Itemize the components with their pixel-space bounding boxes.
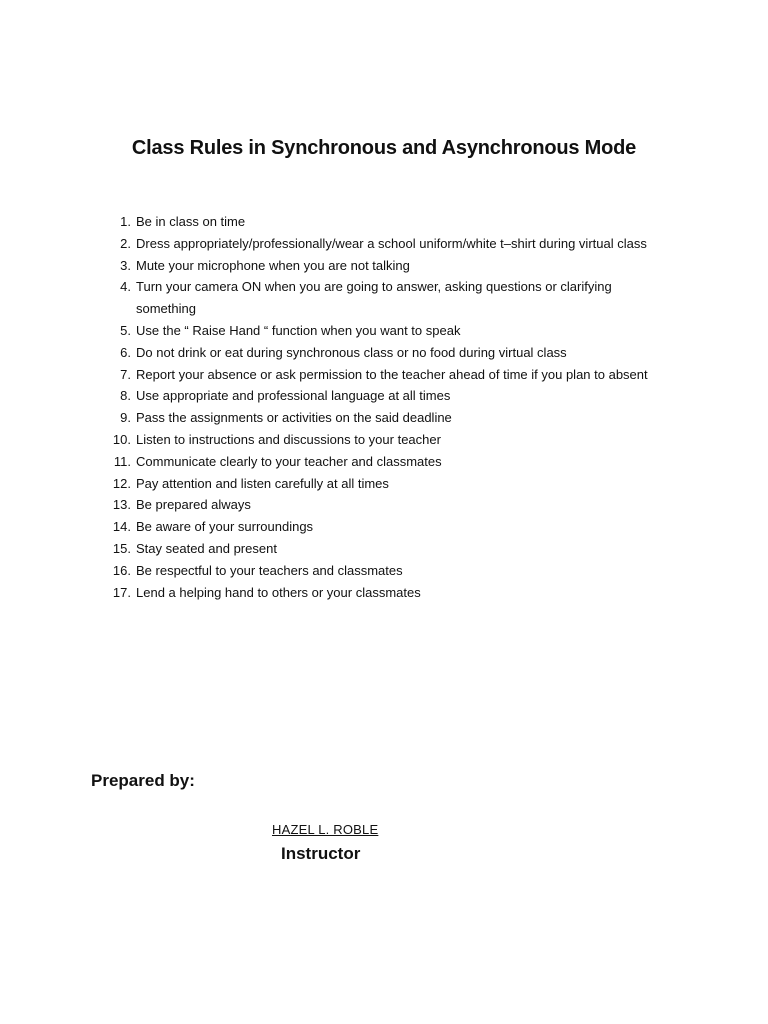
list-item (104, 233, 674, 255)
rule-text: Use the “ Raise Hand “ function when you want to speak (136, 322, 461, 338)
rule-number: 16. (112, 562, 131, 578)
rule-text: Pass the assignments or activities on the said deadline (136, 410, 452, 426)
rule-text: Be in class on time (136, 214, 246, 229)
rule-number: 11. (113, 453, 131, 469)
rule-number: 1. (120, 214, 131, 229)
rule-number: 2. (120, 235, 131, 251)
list-item (104, 516, 674, 538)
list-item (104, 451, 674, 473)
rule-text: Be prepared always (136, 497, 251, 513)
rule-number: 9. (120, 410, 131, 426)
rule-text: Turn your camera ON when you are going to answer, asking questions or clarifying something (136, 279, 612, 317)
list-item (104, 342, 674, 364)
list-item (104, 538, 674, 560)
signatory-name: HAZEL L. ROBLE (272, 822, 379, 837)
rule-number: 14. (112, 519, 131, 535)
rule-number: 5. (120, 322, 131, 338)
document-title: Class Rules in Synchronous and Asynchronous Mode (131, 137, 637, 159)
list-item (104, 429, 674, 451)
list-item (104, 582, 674, 604)
rule-number: 12. (112, 475, 131, 491)
signatory-role: Instructor (281, 844, 361, 863)
rule-text: Stay seated and present (136, 540, 277, 556)
list-item (104, 276, 674, 320)
list-item (104, 385, 674, 407)
list-item (104, 473, 674, 495)
rule-number: 17. (112, 584, 131, 600)
list-item (104, 320, 674, 342)
rule-number: 3. (120, 257, 131, 273)
rule-number: 13. (112, 497, 131, 513)
list-item (104, 494, 674, 516)
rule-number: 15. (112, 540, 131, 556)
rule-text: Do not drink or eat during synchronous class or no food during virtual class (136, 344, 567, 360)
rule-text: Lend a helping hand to others or your classmates (136, 584, 421, 600)
rule-number: 8. (120, 388, 131, 404)
rule-number: 4. (120, 279, 131, 295)
list-item (104, 364, 674, 386)
rule-text: Listen to instructions and discussions to your teacher (136, 431, 441, 447)
list-item (104, 211, 674, 233)
rule-text: Report your absence or ask permission to the teacher ahead of time if you plan to absent (136, 366, 648, 382)
rule-number: 6. (120, 344, 131, 360)
rules-list (104, 211, 674, 603)
rule-text: Be aware of your surroundings (136, 519, 314, 535)
rule-text: Be respectful to your teachers and classmates (136, 562, 403, 578)
rule-text: Mute your microphone when you are not talking (136, 257, 410, 273)
rule-number: 10. (112, 431, 131, 447)
list-item (104, 560, 674, 582)
rule-text: Pay attention and listen carefully at all times (136, 475, 389, 491)
prepared-by-label: Prepared by: (91, 771, 195, 790)
list-item (104, 255, 674, 277)
rule-text: Communicate clearly to your teacher and classmates (136, 453, 442, 469)
rule-text: Dress appropriately/professionally/wear a school uniform/white t–shirt during virtual class (136, 235, 647, 251)
rule-text: Use appropriate and professional language at all times (136, 388, 451, 404)
list-item (104, 407, 674, 429)
rule-number: 7. (120, 366, 131, 382)
